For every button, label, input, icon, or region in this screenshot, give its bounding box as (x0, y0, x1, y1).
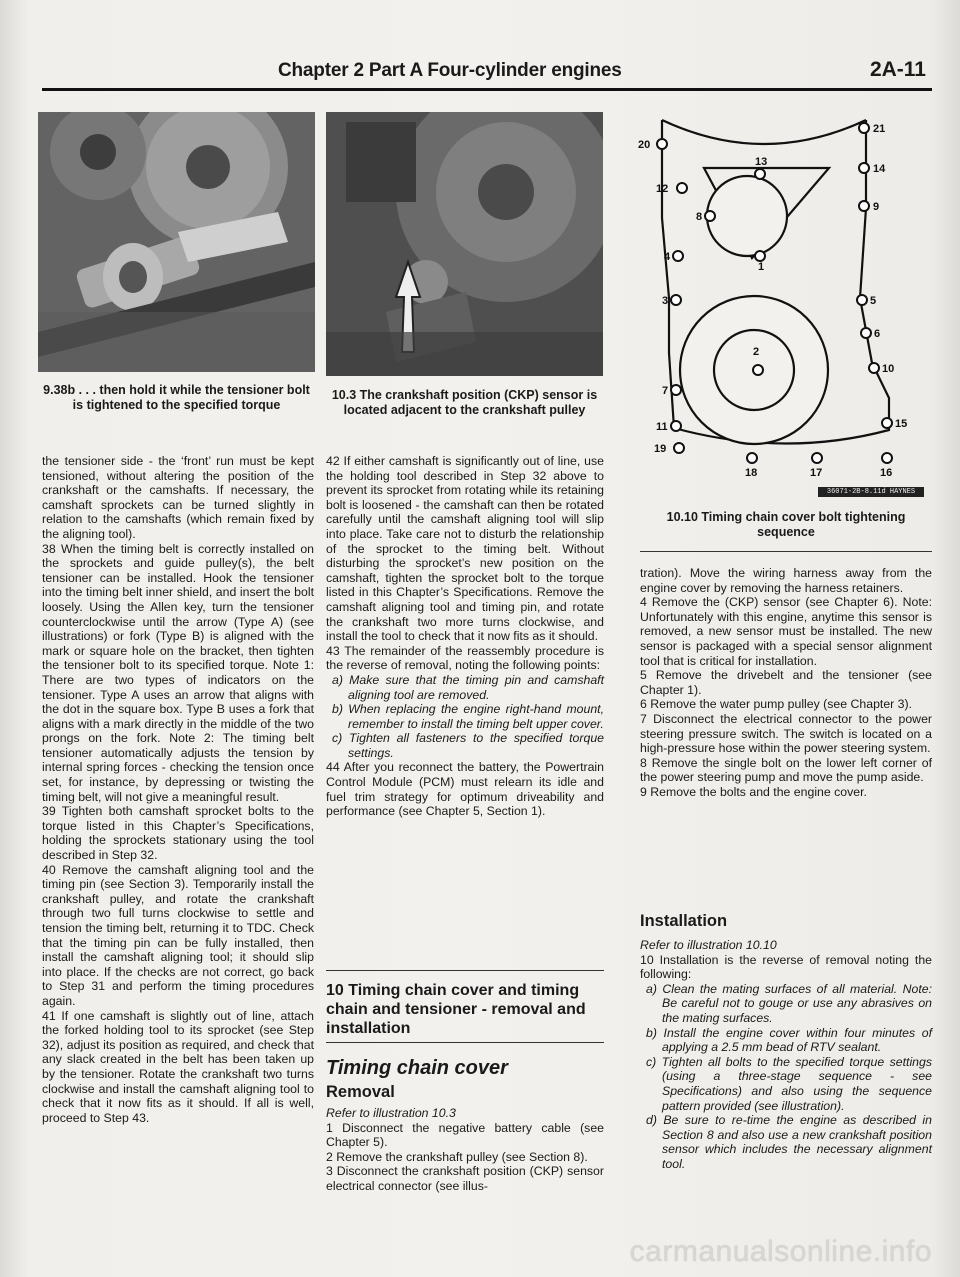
diagram-label: 6 (874, 328, 881, 340)
paragraph: 43 The remainder of the reassembly procedure is the reverse of removal, noting the following points: (326, 643, 604, 673)
page-number: 2A-11 (869, 58, 926, 81)
diagram-label: 12 (656, 183, 669, 195)
caption-fig1: 9.38b . . . then hold it while the tensioner bolt is tightened to the specified torque (43, 383, 310, 412)
diagram-label: 18 (745, 467, 758, 478)
diagram-label: 1 (758, 261, 765, 273)
paragraph: 38 When the timing belt is correctly installed on the sprockets and guide pulley(s), the belt tensioner can be installed. Hook the tensioner into the timing belt inner shield, and insert the bolt loosely. Using the Allen key, turn the tensioner counterclockwise until the arrow (Type A) (see illustrations) or fork (Type B) is aligned with the mark or square hole on the bracket, then tighten the tensioner bolt to its specified torque. Note 1: There are two types of indicators on the tensioner. Type A uses an arrow that aligns with the dot in the square box. Type B uses a fork that aligns with a mark directly in the middle of the two prongs on the fork. Note 2: The timing belt tensioner automatically adjusts the tension by internal spring forces - checking the tension once set, for instance, by depressing or twisting the timing belt, will not give a meaningful result. (42, 541, 314, 804)
paragraph: tration). Move the wiring harness away from the engine cover by removing the harness retainers. (640, 566, 932, 595)
paragraph: 1 Disconnect the negative battery cable (see Chapter 5). (326, 1120, 604, 1150)
paragraph: 8 Remove the single bolt on the lower left corner of the power steering pump and move the pump aside. (640, 755, 932, 785)
watermark-footer: carmanualsonline.info (629, 1235, 932, 1268)
bolt-sequence-diagram (634, 98, 930, 478)
ckp-sensor-photo (326, 112, 603, 376)
list-item: b) When replacing the engine right-hand mount, remember to install the timing belt upper cover. (332, 702, 604, 731)
paragraph: 6 Remove the water pump pulley (see Chapter 3). (640, 697, 913, 712)
paragraph: 3 Disconnect the crankshaft position (CKP) sensor electrical connector (see illus- (326, 1164, 604, 1193)
installation-heading: Installation (640, 912, 728, 930)
paragraph: 44 After you reconnect the battery, the Powertrain Control Module (PCM) must relearn its idle and fuel trim strategy for optimum driveability and performance (see Chapter 5, Section 1). (326, 760, 604, 819)
removal-steps (326, 1106, 604, 1194)
diagram-label: 19 (654, 443, 667, 455)
installation-steps (640, 938, 932, 1172)
diagram-label: 16 (880, 467, 893, 478)
column-2 (326, 454, 604, 819)
paragraph: 39 Tighten both camshaft sprocket bolts to the torque listed in this Chapter’s Specifications, holding the sprockets stationary using the tool described in Step 32. (42, 804, 314, 863)
diagram-label: 8 (696, 211, 703, 223)
paragraph: 40 Remove the camshaft aligning tool and the timing pin (see Section 3). Temporarily install the crankshaft pulley, and rotate the crankshaft through two full turns clockwise to settle and tension the timing belt, returning it to TDC. Check that the timing pin can be fully installed, then install the camshaft aligning tool; it should slip into place. If the checks are not correct, go back to Step 31 and perform the timing procedures again. (42, 862, 314, 1008)
list-item: c) Tighten all bolts to the specified torque settings (using a three-stage sequence - see Specifications) and also using the sequence pattern provided (see illustration). (646, 1054, 932, 1113)
section-rule-bottom (326, 1042, 604, 1043)
diagram-label: 17 (810, 467, 823, 478)
paragraph: 9 Remove the bolts and the engine cover. (640, 784, 867, 799)
diagram-label: 5 (870, 295, 877, 307)
list-item: b) Install the engine cover within four minutes of applying a 2.5 mm bead of RTV sealant. (646, 1025, 932, 1055)
paragraph: 4 Remove the (CKP) sensor (see Chapter 6). Note: Unfortunately with this engine, anytime this sensor is removed, a new sensor must be installed. The new sensor is packaged with a special sensor alignment tool that is critical for installation. (640, 595, 932, 668)
paragraph: 42 If either camshaft is significantly out of line, use the holding tool described in Step 32 above to prevent its sprocket from rotating while its retaining bolt is loosened - the camshaft can then be rotated carefully until the camshaft aligning tool will slip into place. Take care not to disturb the relationship of the sprocket to the timing belt. Without disturbing the sprocket’s new position on the camshaft, tighten the sprocket bolt to the torque listed in this Chapter’s Specifications. Remove the camshaft aligning tool and timing pin, and rotate the crankshaft two more turns clockwise, and install the tool to check that it now fits as it should. (326, 454, 604, 644)
list-item: c) Tighten all fasteners to the specified torque settings. (332, 731, 604, 760)
haynes-badge: 36071-2B-8.11d HAYNES (818, 487, 924, 497)
list-item: a) Clean the mating surfaces of all material. Note: Be careful not to gouge or use any abrasives on the mating surfaces. (646, 981, 932, 1025)
diagram-label: 13 (755, 156, 768, 168)
install-ref: Refer to illustration 10.10 (640, 938, 777, 952)
list-item: d) Be sure to re-time the engine as described in Section 8 and also use a new crankshaft position sensor which includes the necessary alignment tool. (646, 1113, 932, 1171)
paragraph: the tensioner side - the ‘front’ run must be kept tensioned, without altering the position of the crankshaft or the camshafts. If necessary, the camshaft sprockets can be turned slightly in relation to the camshafts (which remain fixed by the aligning tool). (42, 454, 314, 541)
paragraph: 10 Installation is the reverse of removal noting the following: (640, 952, 932, 982)
header-rule (42, 88, 932, 91)
paragraph: 7 Disconnect the electrical connector to the power steering pressure switch. The switch is located on a high-pressure hose within the power steering system. (640, 711, 932, 756)
tensioner-photo (38, 112, 315, 372)
diagram-label: 14 (873, 163, 886, 175)
diagram-label: 11 (656, 421, 668, 433)
diagram-label: 3 (662, 295, 669, 307)
caption-fig3: 10.10 Timing chain cover bolt tightening sequence (666, 510, 906, 539)
diagram-label: 9 (873, 201, 880, 213)
page-header (0, 58, 960, 84)
chapter-title: Chapter 2 Part A Four-cylinder engines (278, 60, 622, 81)
section-10-title: 10 Timing chain cover and timing chain and tensioner - removal and installation (326, 982, 586, 1037)
diagram-label: 7 (662, 385, 669, 397)
removal-ref: Refer to illustration 10.3 (326, 1106, 456, 1120)
section-rule-top (326, 970, 604, 971)
timing-cover-heading: Timing chain cover (326, 1057, 508, 1079)
diagram-label: 20 (638, 139, 651, 151)
paragraph: 41 If one camshaft is slightly out of line, attach the forked holding tool to its sprocket (see Step 32), adjust its position as required, and check that any slack created in the belt has been taken up by the tensioner. Rotate the crankshaft two turns clockwise and install the camshaft aligning tool to check that it now fits as it should. If all is well, proceed to Step 43. (42, 1008, 314, 1125)
diagram-label: 4 (664, 251, 671, 263)
diagram-label: 10 (882, 363, 895, 375)
removal-heading: Removal (326, 1083, 395, 1101)
diagram-label: 21 (873, 123, 886, 135)
diagram-label: 2 (753, 346, 760, 358)
caption-fig2: 10.3 The crankshaft position (CKP) sensor is located adjacent to the crankshaft pulley (331, 388, 598, 417)
caption-rule (640, 551, 932, 552)
diagram-label: 15 (895, 418, 908, 430)
column-3 (640, 566, 932, 800)
paragraph: 2 Remove the crankshaft pulley (see Section 8). (326, 1149, 588, 1164)
column-1 (42, 454, 314, 1125)
paragraph: 5 Remove the drivebelt and the tensioner (see Chapter 1). (640, 668, 932, 697)
list-item: a) Make sure that the timing pin and camshaft aligning tool are removed. (332, 672, 604, 702)
